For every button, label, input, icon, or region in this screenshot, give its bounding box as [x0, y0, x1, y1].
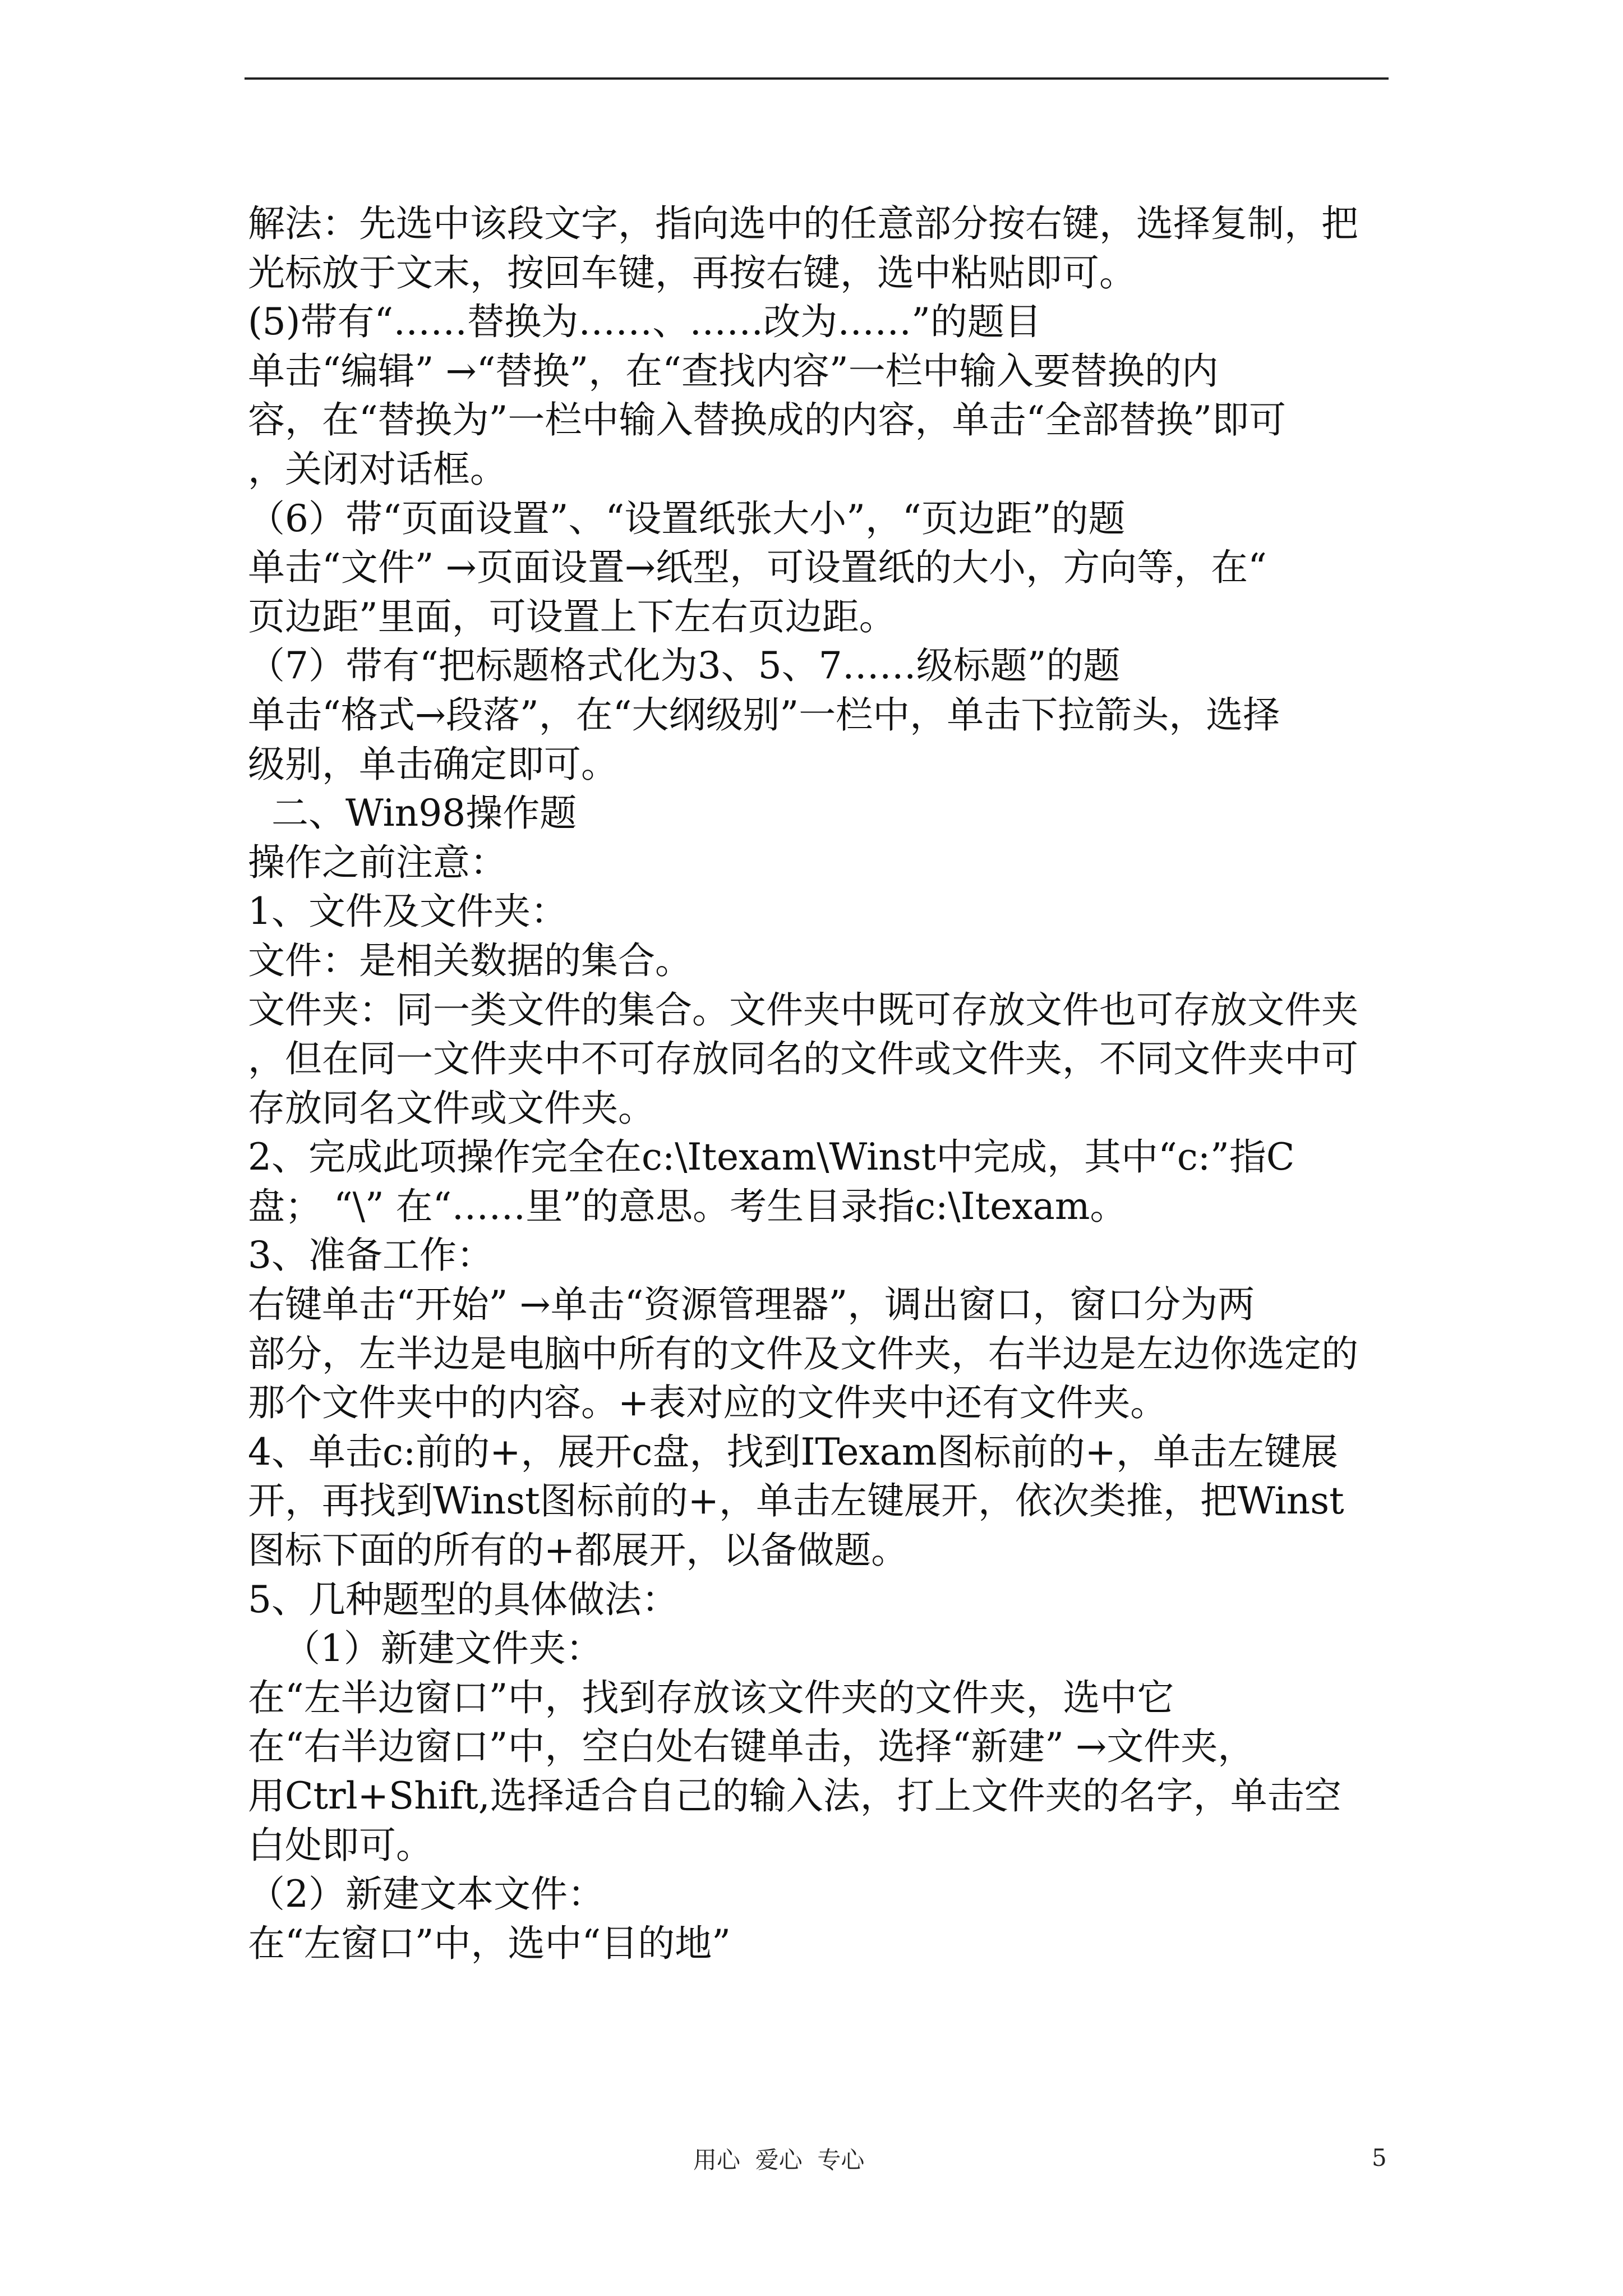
text-line: 图标下面的所有的+都展开，以备做题。	[248, 1529, 909, 1572]
text-line: 盘； “\” 在“……里”的意思。考生目录指c:\Itexam。	[248, 1184, 1127, 1228]
text-line: 部分，左半边是电脑中所有的文件及文件夹，右半边是左边你选定的	[248, 1332, 1358, 1375]
text-line: 页边距”里面，可设置上下左右页边距。	[248, 595, 896, 638]
text-line: 右键单击“开始” →单击“资源管理器”，调出窗口，窗口分为两	[248, 1283, 1255, 1327]
text-line: 用Ctrl+Shift,选择适合自己的输入法，打上文件夹的名字，单击空	[248, 1774, 1341, 1818]
text-line: 单击“文件” →页面设置→纸型，可设置纸的大小，方向等，在“	[248, 546, 1267, 590]
text-line: （1）新建文件夹：	[248, 1627, 603, 1671]
text-line: 文件：是相关数据的集合。	[248, 938, 692, 982]
footer-motto: 用心 爱心 专心	[693, 2146, 865, 2174]
document-body	[248, 199, 1392, 1968]
text-line: 在“左窗口”中，选中“目的地”	[248, 1921, 731, 1965]
text-line: 4、单击c:前的+，展开c盘，找到ITexam图标前的+，单击左键展	[248, 1430, 1338, 1474]
text-line: 开，再找到Winst图标前的+，单击左键展开，依次类推，把Winst	[248, 1479, 1344, 1523]
text-line: 白处即可。	[248, 1823, 433, 1867]
text-line: 在“右半边窗口”中，空白处右键单击，选择“新建” →文件夹，	[248, 1725, 1255, 1769]
text-line: 那个文件夹中的内容。+表对应的文件夹中还有文件夹。	[248, 1381, 1168, 1425]
text-line: 光标放于文末，按回车键，再按右键，选中粘贴即可。	[248, 251, 1136, 295]
text-line: 在“左半边窗口”中，找到存放该文件夹的文件夹，选中它	[248, 1676, 1174, 1719]
text-line: （6）带“页面设置”、“设置纸张大小”，“页边距”的题	[248, 496, 1126, 540]
text-line: 1、文件及文件夹：	[248, 890, 568, 933]
text-line: (5)带有“……替换为……、……改为……”的题目	[248, 300, 1041, 344]
text-line: 存放同名文件或文件夹。	[248, 1086, 655, 1130]
text-line: 2、完成此项操作完全在c:\Itexam\Winst中完成，其中“c:”指C	[248, 1135, 1295, 1179]
text-line: （7）带有“把标题格式化为3、5、7……级标题”的题	[248, 644, 1121, 688]
header-rule	[245, 77, 1389, 80]
text-line: 单击“格式→段落”，在“大纲级别”一栏中，单击下拉箭头，选择	[248, 693, 1280, 737]
text-line: 3、准备工作：	[248, 1234, 494, 1277]
text-line: 级别，单击确定即可。	[248, 742, 618, 786]
text-line: ，但在同一文件夹中不可存放同名的文件或文件夹，不同文件夹中可	[248, 1037, 1358, 1081]
page-number: 5	[1372, 2144, 1387, 2171]
text-line: （2）新建文本文件：	[248, 1872, 605, 1916]
text-line: ，关闭对话框。	[248, 447, 507, 491]
text-line: 操作之前注意：	[248, 840, 507, 884]
text-line: 解法：先选中该段文字，指向选中的任意部分按右键，选择复制，把	[248, 202, 1358, 245]
text-line: 二、Win98操作题	[248, 792, 577, 835]
text-line: 单击“编辑” →“替换”，在“查找内容”一栏中输入要替换的内	[248, 349, 1219, 393]
text-line: 容，在“替换为”一栏中输入替换成的内容，单击“全部替换”即可	[248, 398, 1286, 442]
text-line: 文件夹：同一类文件的集合。文件夹中既可存放文件也可存放文件夹	[248, 988, 1358, 1032]
text-line: 5、几种题型的具体做法：	[248, 1577, 679, 1621]
